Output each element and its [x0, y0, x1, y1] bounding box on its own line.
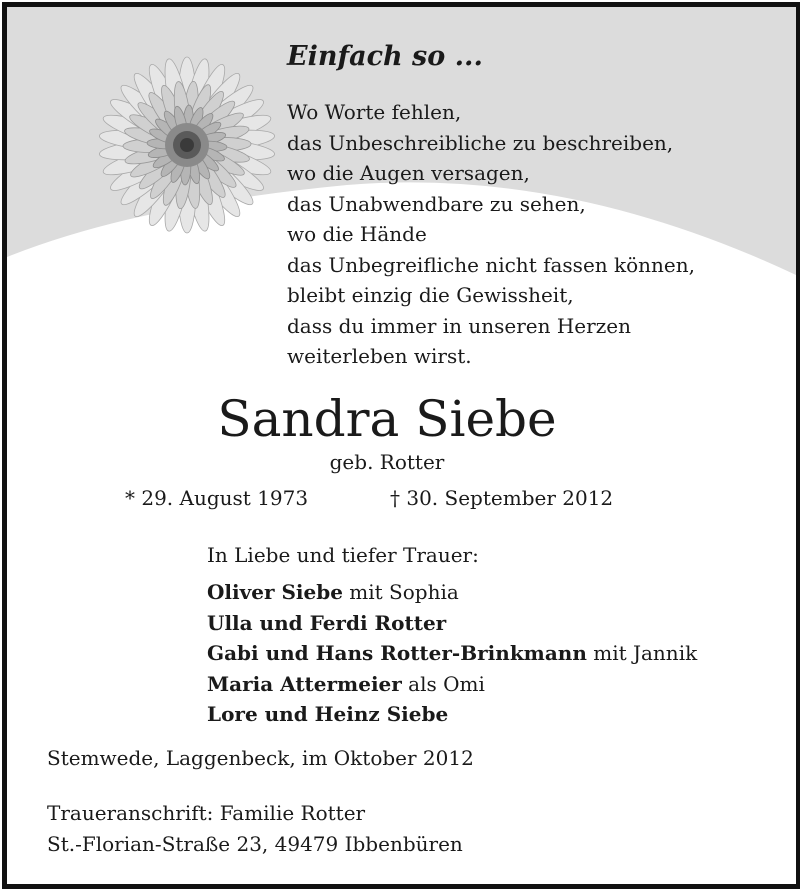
poem-line: wo die Hände — [287, 222, 427, 246]
mourner-entry — [207, 638, 697, 669]
mourners-list — [207, 577, 697, 730]
maiden-name: geb. Rotter — [329, 450, 445, 474]
poem-line: weiterleben wirst. — [287, 344, 472, 368]
mourner-entry — [207, 608, 697, 639]
mourner-suffix: als Omi — [401, 671, 485, 696]
mourning-address — [47, 798, 463, 860]
poem-line: Wo Worte fehlen, — [287, 100, 462, 124]
poem-line: das Unabwendbare zu sehen, — [287, 191, 586, 216]
poem — [287, 97, 695, 372]
mourning-intro: In Liebe und tiefer Trauer: — [207, 543, 479, 567]
mourner-entry — [207, 577, 697, 608]
birth-date: * 29. August 1973 — [125, 486, 309, 510]
mourner-name: Ulla und Ferdi Rotter — [207, 610, 447, 635]
mourner-suffix: mit Jannik — [586, 641, 698, 665]
mourner-name: Maria Attermeier — [207, 671, 402, 696]
poem-line: bleibt einzig die Gewissheit, — [287, 283, 574, 307]
address-line: Traueranschrift: Familie Rotter — [47, 801, 366, 825]
mourner-entry — [207, 699, 697, 730]
gerbera-flower-icon — [87, 55, 287, 235]
deceased-name: Sandra Siebe — [217, 390, 557, 448]
mourner-entry — [207, 669, 697, 700]
place-and-date: Stemwede, Laggenbeck, im Oktober 2012 — [47, 746, 474, 770]
mourner-name: Lore und Heinz Siebe — [207, 702, 449, 726]
poem-line: dass du immer in unseren Herzen — [287, 313, 631, 338]
poem-line: das Unbeschreibliche zu beschreiben, — [287, 130, 674, 155]
obituary-frame — [2, 2, 800, 889]
death-date: † 30. September 2012 — [390, 486, 614, 510]
poem-line: das Unbegreifliche nicht fassen können, — [287, 252, 696, 277]
mourner-name: Oliver Siebe — [207, 580, 343, 604]
poem-heading: Einfach so ... — [287, 41, 483, 72]
mourner-name: Gabi und Hans Rotter-Brinkmann — [207, 641, 587, 665]
mourner-suffix: mit Sophia — [342, 580, 459, 604]
poem-line: wo die Augen versagen, — [287, 161, 530, 185]
address-line: St.-Florian-Straße 23, 49479 Ibbenbüren — [47, 832, 463, 856]
